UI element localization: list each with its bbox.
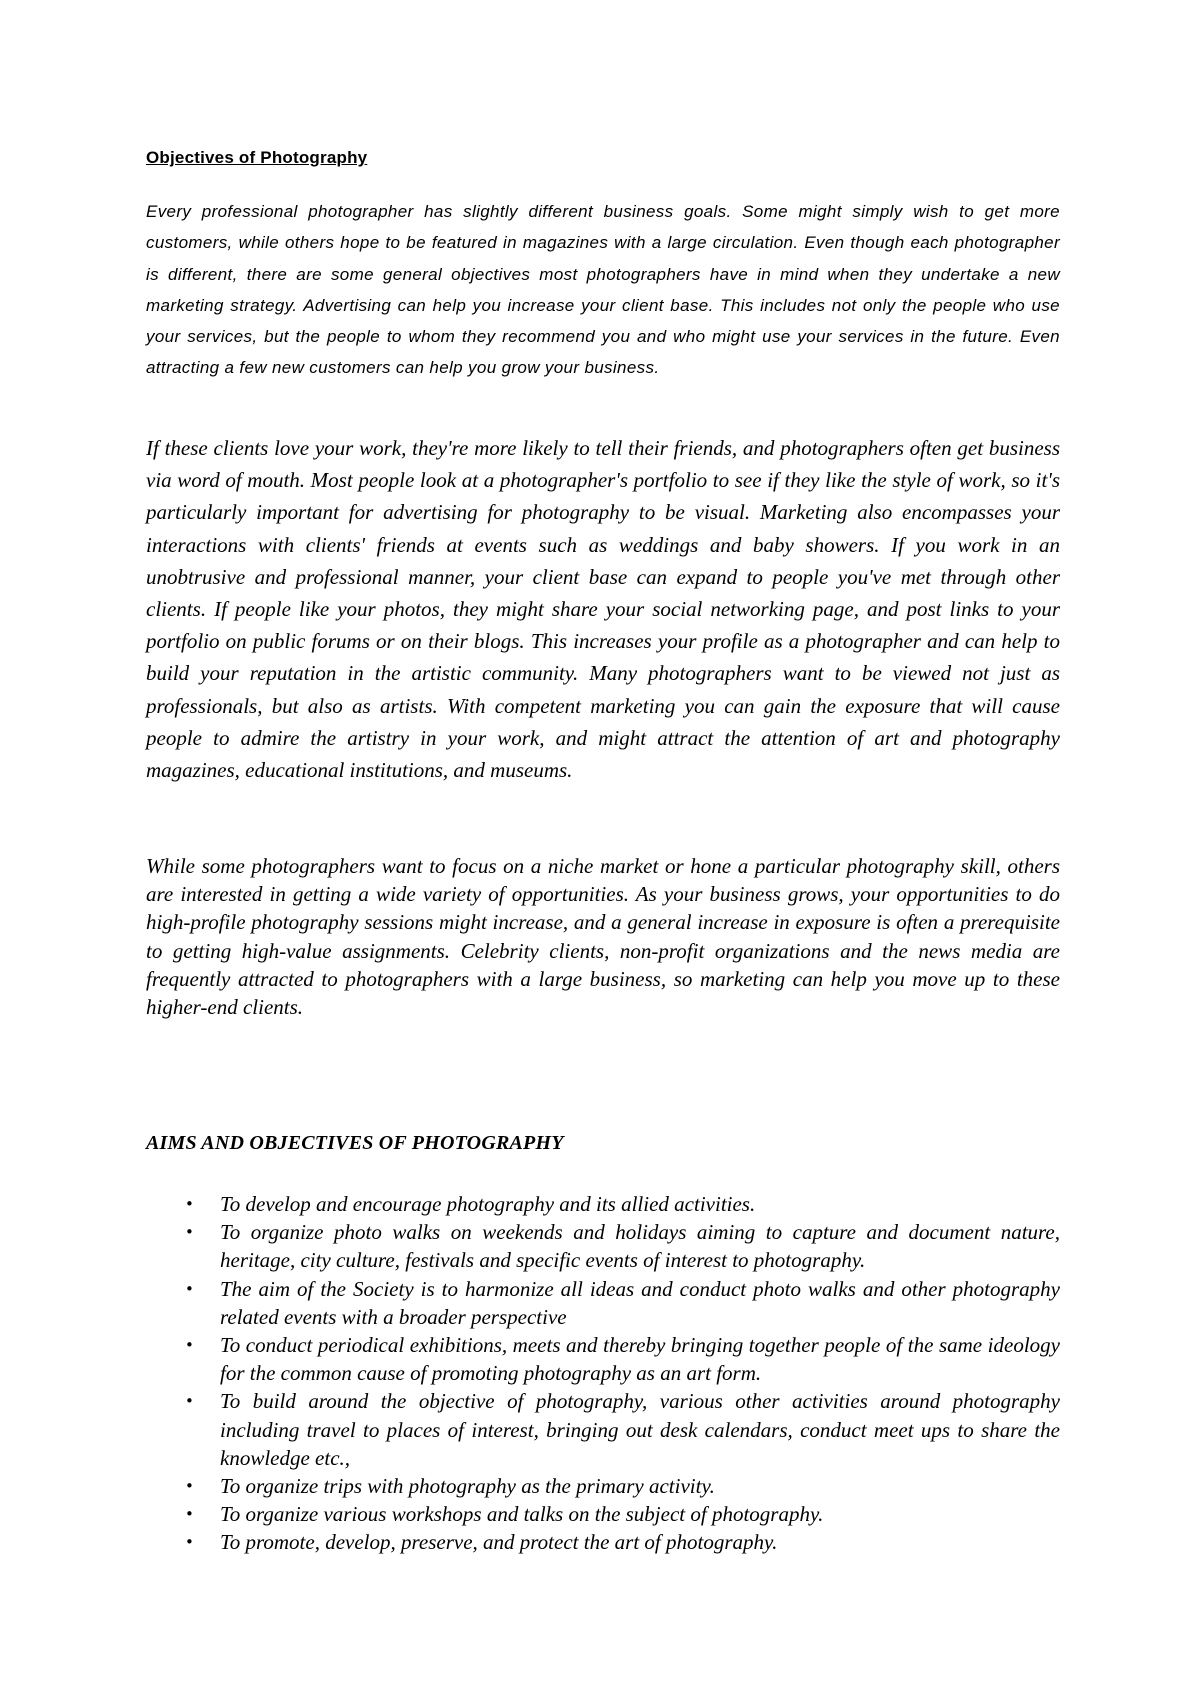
list-item-text: To develop and encourage photography and its allied activities. [220,1192,756,1216]
list-item-text: The aim of the Society is to harmonize all ideas and conduct photo walks and other photography related events with a broader perspective [220,1276,1060,1329]
list-item [146,1275,1060,1331]
list-item-text: To organize various workshops and talks on the subject of photography. [220,1502,824,1527]
aims-list [146,1190,1060,1557]
list-item [146,1528,1060,1556]
list-item [146,1218,1060,1274]
list-item-text: To organize photo walks on weekends and holidays aiming to capture and document nature, heritage, city culture, festivals and specific events of interest to photography. [220,1220,1060,1273]
bullet-icon: • [185,1223,194,1242]
bullet-icon: • [185,1195,194,1213]
list-item [146,1500,1060,1528]
paragraph-opportunities: While some photographers want to focus on a niche market or hone a particular photography skill, others are interested in getting a wide variety of opportunities. As your business grows, your opportunities to do high-profile photography sessions might increase, and a general increase in exposure is often a prerequisite to getting high-value assignments. Celebrity clients, non-profit organizations and the news media are frequently attracted to photographers with a large business, so marketing can help you move up to these higher-end clients. [146,854,1060,1020]
bullet-icon: • [185,1336,194,1355]
bullet-icon: • [185,1477,194,1496]
list-item-text: To build around the objective of photography, various other activities around photography including travel to places of interest, bringing out desk calendars, conduct meet ups to share the knowledge etc., [220,1389,1060,1470]
bullet-icon: • [185,1392,194,1411]
section-heading-aims: AIMS AND OBJECTIVES OF PHOTOGRAPHY [146,1132,564,1154]
bullet-icon: • [185,1279,194,1298]
paragraph-intro: Every professional photographer has slightly different business goals. Some might simply wish to get more customers, while others hope to be featured in magazines with a large circulation. Even though each photographer is different, there are some general objectives most photographers have in mind when they undertake a new marketing strategy. Advertising can help you increase your client base. This includes not only the people who use your services, but the people to whom they recommend you and who might use your services in the future. Even attracting a few new customers can help you grow your business. [146,202,1060,378]
list-item-text: To organize trips with photography as the primary activity. [220,1474,715,1499]
list-item [146,1472,1060,1500]
list-item [146,1331,1060,1387]
list-item-text: To promote, develop, preserve, and protect the art of photography. [220,1530,778,1555]
paragraph-word-of-mouth: If these clients love your work, they're more likely to tell their friends, and photographers often get business via word of mouth. Most people look at a photographer's portfolio to see if they like the style of work, so it's particularly important for advertising for photography to be visual. Marketing also encompasses your interactions with clients' friends at events such as weddings and baby showers. If you work in an unobtrusive and professional manner, your client base can expand to people you've met through other clients. If people like your photos, they might share your social networking page, and post links to your portfolio on public forums or on their blogs. This increases your profile as a photographer and can help to build your reputation in the artistic community. Many photographers want to be viewed not just as professionals, but also as artists. With competent marketing you can gain the exposure that will cause people to admire the artistry in your work, and might attract the attention of art and photography magazines, educational institutions, and museums. [146,436,1060,783]
list-item [146,1190,1060,1218]
list-item [146,1387,1060,1472]
bullet-icon: • [185,1505,194,1524]
section-heading-objectives: Objectives of Photography [146,148,368,167]
bullet-icon: • [185,1533,194,1552]
list-item-text: To conduct periodical exhibitions, meets and thereby bringing together people of the same ideology for the common cause of promoting photography as an art form. [220,1333,1060,1386]
